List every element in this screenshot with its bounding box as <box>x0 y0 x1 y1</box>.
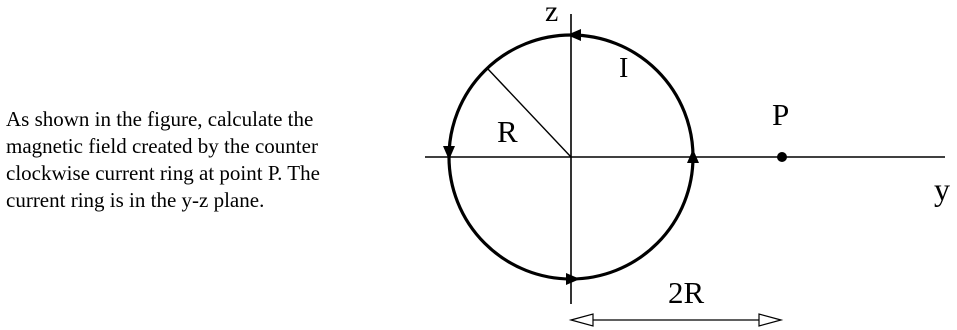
y-axis-label: y <box>934 171 950 207</box>
current-arrow-left <box>443 146 455 160</box>
problem-line-1: As shown in the figure, calculate the <box>6 107 314 131</box>
problem-line-3: clockwise current ring at point P. The <box>6 161 320 185</box>
current-arrow-top <box>567 29 581 41</box>
distance-arrowhead-left <box>571 314 593 326</box>
radius-label: R <box>497 114 518 149</box>
distance-arrowhead-right <box>759 314 781 326</box>
current-label: I <box>619 53 629 84</box>
problem-line-4: current ring is in the y-z plane. <box>6 188 265 212</box>
point-p-marker <box>777 152 787 162</box>
point-p-label: P <box>772 97 790 132</box>
problem-line-2: magnetic field created by the counter <box>6 134 318 158</box>
z-axis-label: z <box>545 0 559 28</box>
current-arrow-bottom <box>566 273 580 285</box>
current-arrow-right <box>687 149 699 163</box>
distance-label: 2R <box>668 275 705 310</box>
